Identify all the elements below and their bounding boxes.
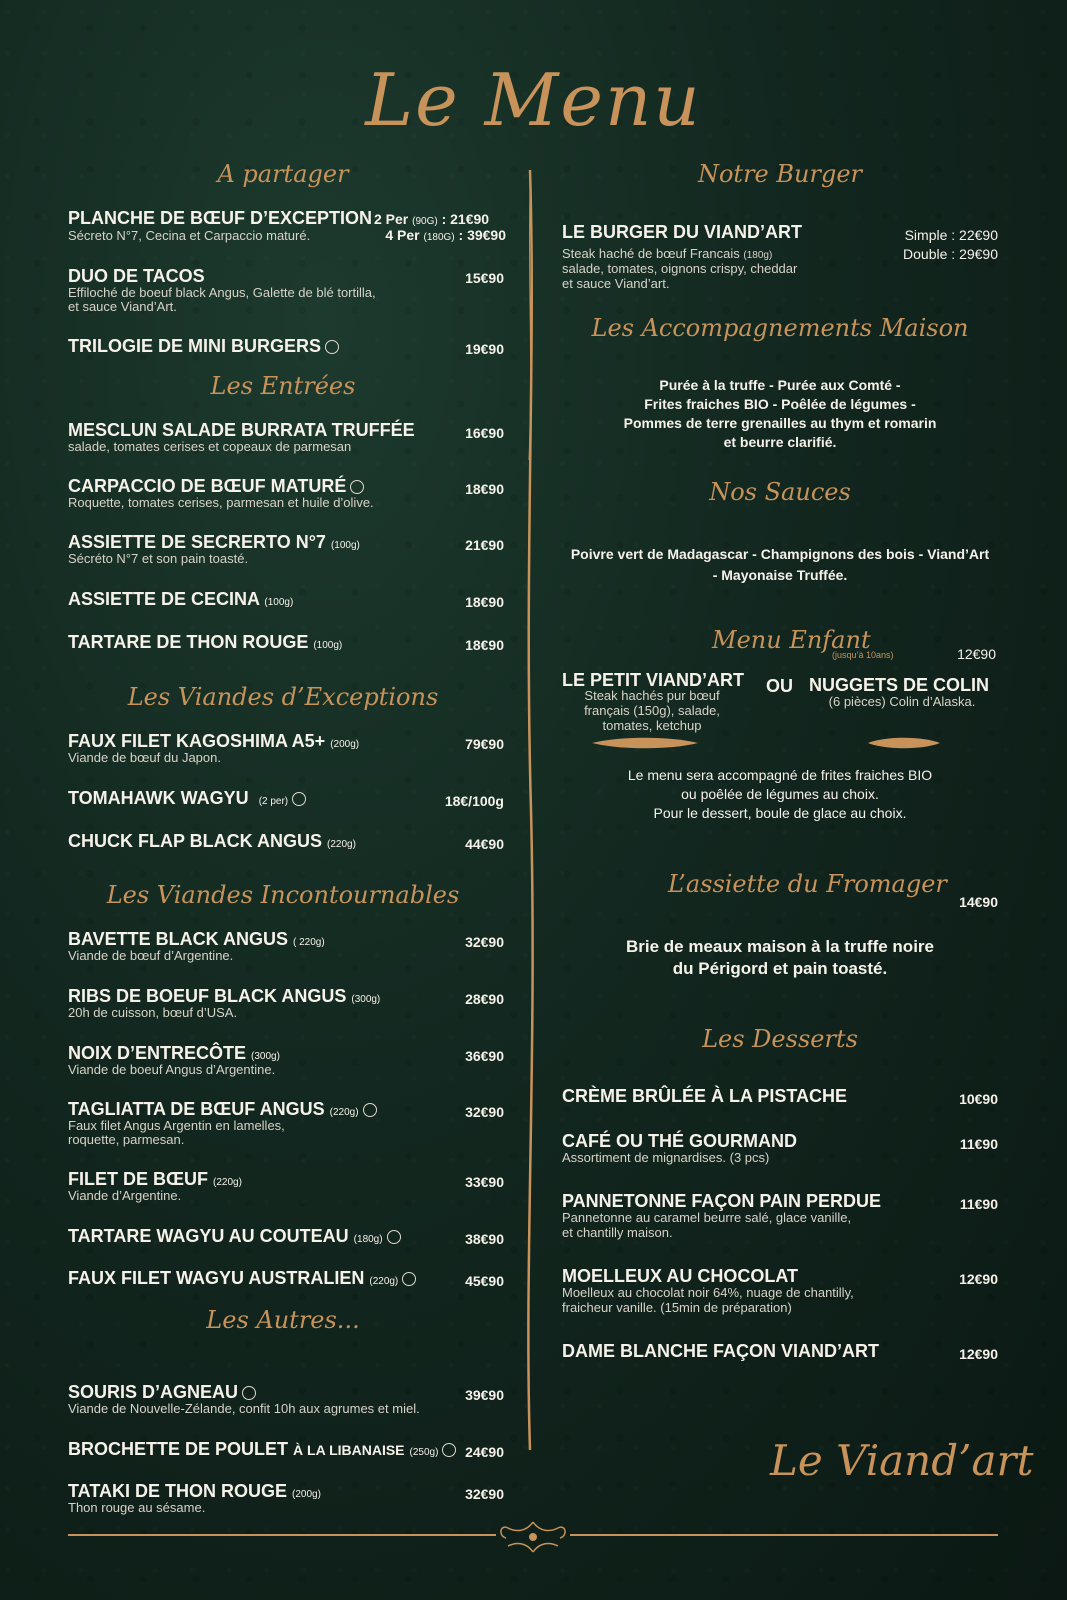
item-price-secrerto: 21€90 [465, 537, 504, 553]
item-price-cecina: 18€90 [465, 594, 504, 610]
faux-filet-wagyu-label: FAUX FILET WAGYU AUSTRALIEN [68, 1268, 365, 1288]
brochette-suffix: À LA LIBANAISE [293, 1442, 405, 1458]
tagliatta-weight: (220g) [329, 1107, 359, 1118]
item-name-ribs [68, 986, 380, 1007]
filet-weight: (220g) [213, 1177, 242, 1188]
accompagnements-text [562, 376, 998, 452]
item-desc-moelleux-1: Moelleux au chocolat noir 64%, nuage de chantilly, [562, 1285, 854, 1300]
cecina-label: ASSIETTE DE CECINA [68, 589, 260, 609]
tartare-wagyu-label: TARTARE WAGYU AU COUTEAU [68, 1226, 349, 1246]
item-price-tartare-wagyu: 38€90 [465, 1231, 504, 1247]
item-price-brochette: 24€90 [465, 1444, 504, 1460]
item-name-kagoshima [68, 731, 359, 752]
cecina-weight: (100g) [264, 597, 294, 608]
tomahawk-weight: (2 per) [258, 796, 289, 807]
tartare-thon-label: TARTARE DE THON ROUGE [68, 632, 309, 652]
item-price-tacos: 15€90 [465, 270, 504, 286]
sauces-line-1: Poivre vert de Madagascar - Champignons des bois - Viand’Art [570, 546, 990, 562]
item-price-mesclun: 16€90 [465, 425, 504, 441]
item-name-secrerto [68, 532, 360, 553]
item-name-dame-blanche: DAME BLANCHE FAÇON VIAND’ART [562, 1341, 879, 1361]
item-name-tartare-wagyu [68, 1226, 401, 1247]
brochette-weight: (250g) [409, 1447, 439, 1458]
item-name-cafe: CAFÉ OU THÉ GOURMAND [562, 1131, 797, 1151]
fromager-text [562, 936, 998, 980]
petit-desc-1: Steak hachés pur bœuf [584, 688, 720, 703]
section-heading-entrees: Les Entrées [210, 372, 356, 400]
item-price-tataki: 32€90 [465, 1486, 504, 1502]
ribs-weight: (300g) [351, 994, 381, 1005]
tartare-thon-weight: (100g) [313, 640, 343, 651]
planche-2per-label: 2 Per [374, 211, 409, 227]
item-desc-secrerto: Sécréto N°7 et son pain toasté. [68, 551, 249, 566]
sauces-line-2: - Mayonaise Truffée. [712, 567, 848, 583]
fromager-line-2: du Périgord et pain toasté. [672, 959, 888, 978]
item-name-creme-brulee: CRÈME BRÛLÉE À LA PISTACHE [562, 1086, 848, 1106]
item-desc-cafe: Assortiment de mignardises. (3 pcs) [562, 1150, 770, 1165]
bavette-label: BAVETTE BLACK ANGUS [68, 929, 288, 949]
item-name-noix [68, 1043, 280, 1064]
item-name-panettone: PANNETONNE FAÇON PAIN PERDUE [562, 1191, 882, 1211]
item-name-souris [68, 1382, 256, 1403]
item-desc-moelleux-2: fraicheur vanille. (15min de préparation) [562, 1300, 792, 1315]
planche-4per-label: 4 Per [385, 227, 420, 243]
planche-price-2per [374, 211, 506, 227]
page-title: Le Menu [365, 58, 702, 142]
burger-desc-text: Steak haché de bœuf Francais [562, 246, 740, 261]
circle-badge-icon [325, 340, 339, 354]
secrerto-weight: (100g) [330, 540, 360, 551]
item-name-tagliatta [68, 1099, 377, 1120]
section-heading-autres: Les Autres... [206, 1306, 360, 1334]
item-desc-tagliatta-1: Faux filet Angus Argentin en lamelles, [68, 1118, 285, 1133]
accompagnements-line-4: et beurre clarifié. [723, 434, 837, 450]
item-name-filet [68, 1169, 242, 1190]
item-desc-burger-3: et sauce Viand’art. [562, 276, 670, 291]
item-desc-mesclun: salade, tomates cerises et copeaux de parmesan [68, 439, 352, 454]
item-name-trilogie [68, 336, 339, 357]
item-desc-filet: Viande d’Argentine. [68, 1188, 182, 1203]
enfant-note-3: Pour le dessert, boule de glace au choix. [653, 805, 907, 821]
item-price-moelleux: 12€90 [959, 1271, 998, 1287]
planche-price-4per [374, 227, 506, 243]
souris-label: SOURIS D’AGNEAU [68, 1382, 239, 1402]
noix-weight: (300g) [251, 1051, 280, 1062]
item-price-fromager: 14€90 [959, 894, 998, 910]
item-price-filet: 33€90 [465, 1174, 504, 1190]
item-name-nuggets: NUGGETS DE COLIN [809, 675, 990, 695]
item-desc-petit-viandart [562, 688, 742, 733]
filet-label: FILET DE BŒUF [68, 1169, 208, 1189]
section-heading-fromager: L’assiette du Fromager [668, 870, 947, 898]
item-price-burger-simple: Simple : 22€90 [904, 227, 998, 243]
tagliatta-label: TAGLIATTA DE BŒUF ANGUS [68, 1099, 325, 1119]
circle-badge-icon [363, 1103, 377, 1117]
burger-desc-weight: (180g) [743, 250, 773, 261]
item-price-tagliatta: 32€90 [465, 1104, 504, 1120]
item-price-creme-brulee: 10€90 [959, 1091, 998, 1107]
item-price-chuck: 44€90 [465, 836, 504, 852]
chuck-label: CHUCK FLAP BLACK ANGUS [68, 831, 322, 851]
section-heading-burger: Notre Burger [697, 160, 862, 188]
bottom-rule-right [570, 1534, 998, 1536]
item-name-petit-viandart: LE PETIT VIAND’ART [562, 670, 745, 690]
item-name-planche: PLANCHE DE BŒUF D’EXCEPTION [68, 208, 373, 228]
planche-2per-price: : 21€90 [441, 211, 490, 227]
item-desc-tacos-1: Effiloché de boeuf black Angus, Galette de blé tortilla, [68, 285, 376, 300]
item-name-mesclun: MESCLUN SALADE BURRATA TRUFFÉE [68, 420, 415, 440]
kagoshima-label: FAUX FILET KAGOSHIMA A5+ [68, 731, 326, 751]
item-price-tartare-thon: 18€90 [465, 637, 504, 653]
fromager-line-1: Brie de meaux maison à la truffe noire [626, 937, 934, 956]
carpaccio-label: CARPACCIO DE BŒUF MATURÉ [68, 476, 347, 496]
item-name-tataki [68, 1481, 321, 1502]
chuck-weight: (220g) [327, 839, 356, 850]
item-name-faux-filet-wagyu [68, 1268, 416, 1289]
item-name-bavette [68, 929, 325, 950]
sauces-text [556, 544, 1004, 586]
noix-label: NOIX D’ENTRECÔTE [68, 1043, 247, 1063]
item-desc-panettone-1: Pannetonne au caramel beurre salé, glace vanille, [562, 1210, 852, 1225]
enfant-note-1: Le menu sera accompagné de frites fraiches BIO [627, 767, 933, 783]
item-name-tacos: DUO DE TACOS [68, 266, 205, 286]
menu-enfant-or: OU [766, 676, 793, 696]
petit-desc-3: tomates, ketchup [602, 718, 702, 733]
section-heading-a-partager: A partager [217, 160, 349, 188]
item-name-tartare-thon [68, 632, 342, 653]
item-desc-souris: Viande de Nouvelle-Zélande, confit 10h aux agrumes et miel. [68, 1401, 420, 1416]
accompagnements-line-1: Purée à la truffe - Purée aux Comté - [659, 377, 901, 393]
tataki-weight: (200g) [292, 1489, 321, 1500]
signature-logo: Le Viand’art [770, 1436, 1034, 1485]
item-name-brochette [68, 1439, 456, 1460]
section-heading-sauces: Nos Sauces [709, 478, 851, 506]
flourish-icon [496, 1518, 570, 1556]
item-price-kagoshima: 79€90 [465, 736, 504, 752]
faux-filet-wagyu-weight: (220g) [369, 1276, 399, 1287]
accompagnements-line-2: Frites fraiches BIO - Poêlée de légumes - [644, 396, 916, 412]
item-desc-carpaccio: Roquette, tomates cerises, parmesan et huile d’olive. [68, 495, 374, 510]
item-price-tomahawk: 18€/100g [444, 793, 504, 809]
item-desc-tataki: Thon rouge au sésame. [68, 1500, 206, 1515]
accompagnements-line-3: Pommes de terre grenailles au thym et romarin [623, 415, 937, 431]
menu-enfant-age: (jusqu’à 10ans) [832, 650, 894, 660]
item-price-cafe: 11€90 [959, 1136, 998, 1152]
circle-badge-icon [242, 1386, 256, 1400]
trilogie-label: TRILOGIE DE MINI BURGERS [68, 336, 322, 356]
circle-badge-icon [292, 792, 306, 806]
item-price-panettone: 11€90 [959, 1196, 998, 1212]
item-name-moelleux: MOELLEUX AU CHOCOLAT [562, 1266, 798, 1286]
petit-desc-2: français (150g), salade, [584, 703, 720, 718]
planche-4per-weight: (180G) [423, 232, 455, 243]
item-price-burger-double: Double : 29€90 [903, 246, 998, 262]
section-heading-accompagnements: Les Accompagnements Maison [591, 314, 969, 342]
item-price-ribs: 28€90 [465, 991, 504, 1007]
section-heading-menu-enfant: Menu Enfant [712, 626, 871, 654]
item-desc-kagoshima: Viande de bœuf du Japon. [68, 750, 221, 765]
item-price-carpaccio: 18€90 [465, 481, 504, 497]
item-desc-tagliatta-2: roquette, parmesan. [68, 1132, 185, 1147]
item-desc-tacos-2: et sauce Viand’Art. [68, 299, 177, 314]
item-name-burger: LE BURGER DU VIAND’ART [562, 222, 803, 242]
tomahawk-label: TOMAHAWK WAGYU [68, 788, 249, 808]
secrerto-label: ASSIETTE DE SECRERTO N°7 [68, 532, 326, 552]
enfant-note-2: ou poêlée de légumes au choix. [681, 786, 879, 802]
item-desc-panettone-2: et chantilly maison. [562, 1225, 673, 1240]
center-divider [510, 160, 550, 1460]
planche-4per-price: : 39€90 [458, 227, 506, 243]
planche-2per-weight: (90G) [412, 216, 438, 227]
circle-badge-icon [350, 480, 364, 494]
item-price-trilogie: 19€90 [465, 341, 504, 357]
flourish-icon [590, 736, 700, 750]
bottom-rule-left [68, 1534, 496, 1536]
item-name-cecina [68, 589, 293, 610]
tartare-wagyu-weight: (180g) [353, 1234, 383, 1245]
circle-badge-icon [387, 1230, 401, 1244]
item-desc-ribs: 20h de cuisson, bœuf d’USA. [68, 1005, 238, 1020]
flourish-icon [866, 736, 942, 750]
section-heading-incontournables: Les Viandes Incontournables [106, 881, 460, 909]
item-price-noix: 36€90 [465, 1048, 504, 1064]
item-price-bavette: 32€90 [465, 934, 504, 950]
menu-enfant-note [562, 766, 998, 823]
section-heading-desserts: Les Desserts [702, 1025, 858, 1053]
item-price-dame-blanche: 12€90 [959, 1346, 998, 1362]
item-desc-noix: Viande de boeuf Angus d’Argentine. [68, 1062, 276, 1077]
bavette-weight: ( 220g) [293, 937, 325, 948]
item-name-chuck [68, 831, 356, 852]
brochette-label: BROCHETTE DE POULET [68, 1439, 289, 1459]
item-price-souris: 39€90 [465, 1387, 504, 1403]
item-desc-nuggets: (6 pièces) Colin d’Alaska. [828, 694, 976, 709]
item-name-carpaccio [68, 476, 364, 497]
tataki-label: TATAKI DE THON ROUGE [68, 1481, 287, 1501]
item-desc-bavette: Viande de bœuf d’Argentine. [68, 948, 234, 963]
item-desc-planche: Sécreto N°7, Cecina et Carpaccio maturé. [68, 228, 311, 243]
item-price-faux-filet-wagyu: 45€90 [465, 1273, 504, 1289]
kagoshima-weight: (200g) [330, 739, 360, 750]
section-heading-exceptions: Les Viandes d’Exceptions [127, 683, 439, 711]
menu-enfant-price: 12€90 [957, 646, 996, 662]
ribs-label: RIBS DE BOEUF BLACK ANGUS [68, 986, 347, 1006]
item-name-tomahawk [68, 788, 306, 809]
item-desc-burger-2: salade, tomates, oignons crispy, cheddar [562, 261, 798, 276]
